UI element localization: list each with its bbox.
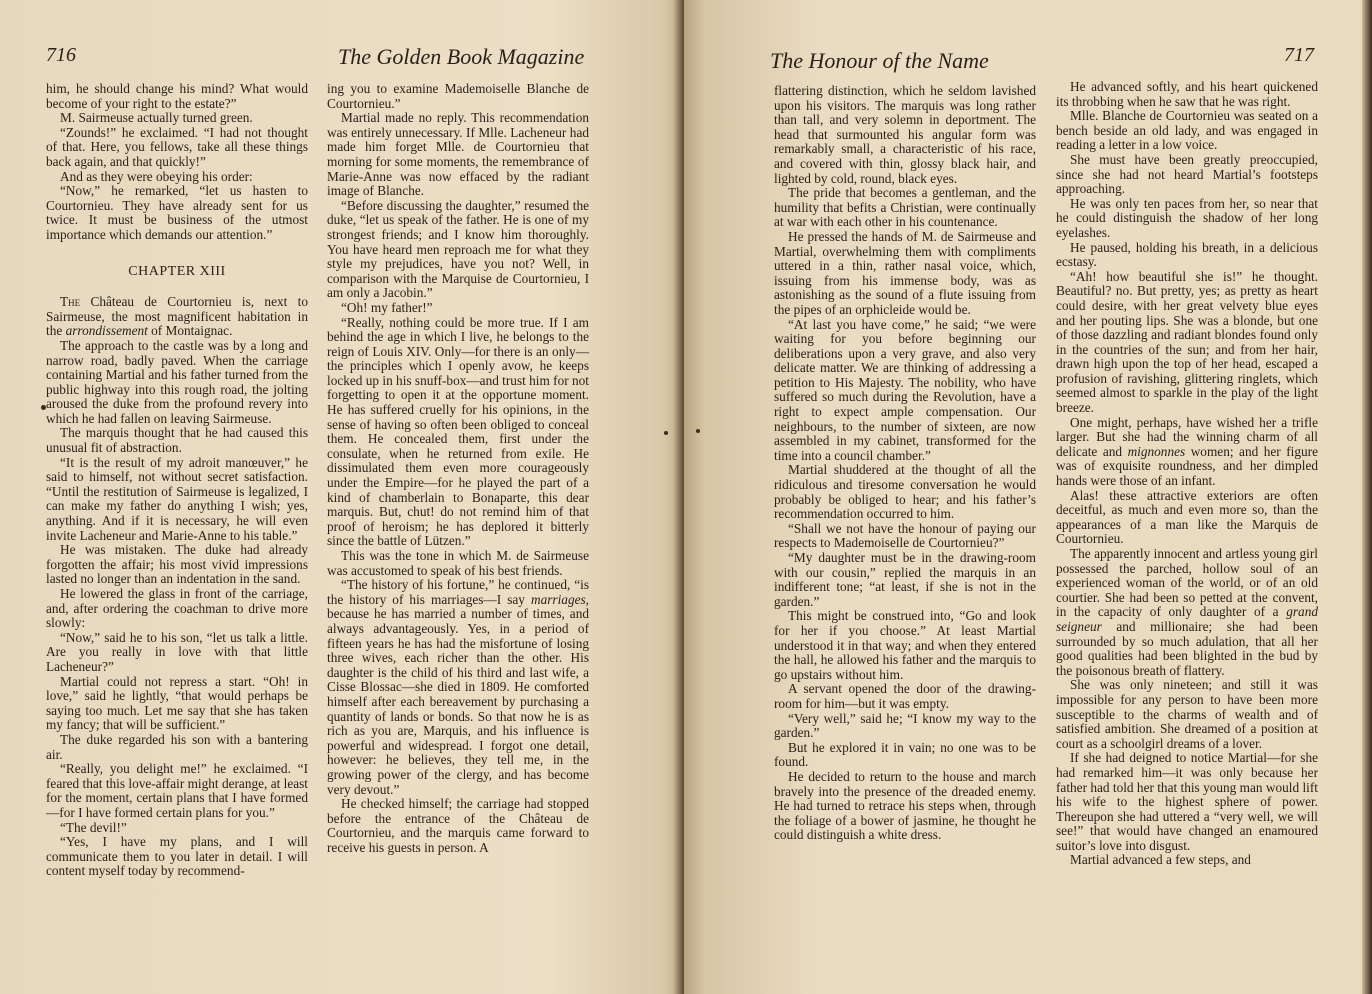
paragraph: She was only nineteen; and still it was impossible for any person to have been more susceptible to the charms of wealth and of satisfied ambition. She dreamed of a position at court as a schoolgirl dreams of a lover. (1056, 677, 1318, 751)
italic-text: mignonnes (1127, 443, 1186, 459)
right-page (684, 0, 1372, 994)
paragraph: Alas! these attractive exteriors are often deceitful, as much and even more so, than the appearances of a man like the Marquis de Courtornieu. (1056, 487, 1318, 547)
text-run: women; and her figure was of exquisite roundness, and her dimpled hands were those of an infant. (1056, 443, 1318, 489)
paragraph: Mlle. Blanche de Courtornieu was seated on a bench beside an old lady, and was engaged in reading a letter in a low voice. (1056, 108, 1318, 153)
paragraph: “Zounds!” he exclaimed. “I had not thought of that. Here, you fellows, take all these things back again, and that quickly!” (46, 124, 308, 169)
paragraph: “The devil!” (60, 819, 127, 835)
italic-text: grand seigneur (1056, 604, 1318, 634)
page-number-left: 716 (46, 44, 76, 66)
paragraph: He lowered the glass in front of the carriage, and, after ordering the coachman to drive more slowly: (46, 586, 308, 631)
paragraph: “Ah! how beautiful she is!” he thought. Beautiful? no. But pretty, yes; as pretty as heart could desire, with her great velvety blue eyes and her pouting lips. She was a blonde, but one of those dazzling and radiant blondes found only in the countries of the sun; and from her hair, drawn high upon the top of her head, escaped a profusion of ravishing, glittering ringlets, which seemed almost to sparkle in the play of the light breeze. (1056, 268, 1318, 416)
paragraph: If she had deigned to notice Martial—for she had remarked him—it was only because her father had told her that this young man would lift his wife to the highest sphere of power. Thereupon she had uttered a “very well, we will see!” that would have changed an enamoured suitor’s love into disgust. (1056, 750, 1318, 853)
paragraph: He paused, holding his breath, in a delicious ecstasy. (1056, 239, 1318, 270)
left-column-2 (327, 82, 589, 855)
paragraph: Martial shuddered at the thought of all the ridiculous and tiresome conversation he would probably be obliged to hear; and his father’s recommendation occurred to him. (774, 462, 1036, 522)
text-run: One might, perhaps, have wished her a trifle larger. But she had the winning charm of all delicate and (1056, 414, 1318, 459)
paragraph: “Really, nothing could be more true. If I am behind the age in which I live, he belongs to the reign of Louis XIV. Only—for there is an only—the principles which I openly avow, he keeps locked up in his snuff-box—and trust him for not forgetting to open it at the opportune moment. He has suffered cruelly for his opinions, in the sense of having so often been obliged to conceal them. He concealed them, first under the consulate, when he returned from exile. He dissimulated them even more courageously under the Empire—for he played the part of a kind of chamberlain to Bonaparte, this dear marquis. But, chut! do not remind him of that proof of heroism; he has deplored it bitterly since the battle of Lützen.” (327, 314, 589, 549)
text-run: and millionaire; she had been surrounded by so much adulation, that all her good qualities had been blighted in the bud by the poisonous breath of flattery. (1056, 618, 1318, 678)
running-head-left: The Golden Book Magazine (338, 44, 585, 69)
paragraph: He advanced softly, and his heart quickened its throbbing when he saw that he was right. (1056, 79, 1318, 109)
page-blemish (696, 429, 700, 433)
paragraph: “Now,” said he to his son, “let us talk a little. Are you really in love with that little Lacheneur?” (46, 629, 308, 674)
paragraph: “Before discussing the daughter,” resumed the duke, “let us speak of the father. He is one of my strongest friends; and I know him thoroughly. You have heard men reproach me for what they style my prejudices, have you not? Well, in comparison with the Marquise de Courtornieu, I am only a Jacobin.” (327, 197, 589, 301)
paragraph: He was only ten paces from her, so near that he could distinguish the shadow of her long eyelashes. (1056, 195, 1318, 240)
paragraph: This was the tone in which M. de Sairmeuse was accustomed to speak of his best friends. (327, 548, 589, 578)
paragraph (1056, 416, 1318, 489)
paragraph: And as they were obeying his order: (60, 168, 253, 184)
page-number-right: 717 (1284, 44, 1314, 66)
right-column-1 (774, 84, 1036, 843)
paragraph: The approach to the castle was by a long and narrow road, badly paved. When the carriage containing Martial and his father turned from the public highway into this rough road, the jolting aroused the duke from the profound revery into which he had fallen on leaving Sairmeuse. (46, 337, 308, 426)
paragraph: “Oh! my father!” (341, 299, 433, 315)
paragraph: He was mistaken. The duke had already forgotten the affair; his most vivid impressions lasted no longer than an indentation in the sand. (46, 542, 308, 587)
paragraph: ing you to examine Mademoiselle Blanche de Courtornieu.” (327, 81, 589, 111)
paragraph: Martial could not repress a start. “Oh! in love,” said he lightly, “that would perhaps be saying too much. Let me say that she has taken my fancy; that will be sufficient.” (46, 673, 308, 733)
italic-text: marriages (531, 591, 586, 607)
paragraph: flattering distinction, which he seldom lavished upon his visitors. The marquis was long rather than tall, and very solemn in deportment. The head that surmounted his angular form was remarkably small, a characteristic of his race, and covered with thin, glossy black hair, and lighted by cold, round, black eyes. (774, 83, 1036, 186)
left-column-1 (46, 82, 308, 879)
paragraph: “Very well,” said he; “I know my way to the garden.” (774, 710, 1036, 741)
paragraph (1056, 547, 1318, 678)
text-run: “The history of his fortune,” he continued, “is the history of his marriages—I say (327, 577, 589, 607)
page-blemish (664, 431, 668, 435)
paragraph: “Really, you delight me!” he exclaimed. “I feared that this love-affair might derange, at least for the moment, certain plans that I have formed—for I have formed certain plans for you.” (46, 761, 308, 820)
paragraph: But he explored it in vain; no one was to be found. (774, 739, 1036, 770)
text-run: of Montaignac. (147, 323, 233, 339)
paragraph: He decided to return to the house and march bravely into the presence of the dreaded enemy. He had turned to retrace his steps when, through the foliage of a bower of jasmine, he thought he could distinguish a white dress. (774, 768, 1036, 843)
paragraph: The marquis thought that he had caused this unusual fit of abstraction. (46, 425, 308, 456)
paragraph: A servant opened the door of the drawing-room for him—but it was empty. (774, 681, 1036, 711)
paragraph: “Yes, I have my plans, and I will communicate them to you later in detail. I will content myself today by recommend- (46, 834, 308, 879)
running-head-right: The Honour of the Name (770, 48, 989, 73)
paragraph: He pressed the hands of M. de Sairmeuse and Martial, overwhelming them with compliments uttered in a thin, rather nasal voice, which, issuing from his immense body, was as astonishing as the sound of a flute issuing from the pipes of an orphicleide would be. (774, 228, 1036, 317)
drop-lead: The (60, 294, 81, 310)
paragraph: “My daughter must be in the drawing-room with our cousin,” replied the marquis in an indifferent tone; “at least, if she is not in the garden.” (774, 550, 1036, 609)
paragraph: The duke regarded his son with a bantering air. (46, 731, 308, 762)
page-blemish (41, 405, 46, 410)
right-column-2 (1056, 80, 1318, 868)
paragraph: “Shall we not have the honour of paying our respects to Mademoiselle de Courtornieu?” (774, 520, 1036, 551)
page-gutter (674, 0, 684, 994)
paragraph: “It is the result of my adroit manœuver,” he said to himself, not without secret satisfaction. “Until the restitution of Sairmeuse is legalized, I can make my father do anything I wish; yes, anything. And if it is necessary, he will even invite Lacheneur and Marie-Anne to his table.” (46, 454, 308, 543)
paragraph: The pride that becomes a gentleman, and the humility that befits a Christian, were continually at war with each other in his countenance. (774, 185, 1036, 230)
paragraph: “At last you have come,” he said; “we were waiting for you before beginning our deliberations upon a very grave, and also very delicate matter. We are thinking of addressing a petition to His Majesty. The nobility, who have suffered so much during the Revolution, have a right to expect ample compensation. Our neighbours, to the number of sixteen, are now assembled in my cabinet, transformed for the time into a council chamber.” (774, 316, 1036, 463)
text-run: Château de Courtornieu is, next to Sairmeuse, the most magnificent habitation in the (46, 294, 308, 339)
paragraph: M. Sairmeuse actually turned green. (60, 110, 253, 126)
italic-text: arrondissement (65, 323, 148, 339)
paragraph: He checked himself; the carriage had stopped before the entrance of the Château de Courtornieu, and the marquis came forward to receive his guests in person. A (327, 796, 589, 855)
paragraph: him, he should change his mind? What would become of your right to the estate?” (46, 81, 308, 111)
page-edge (1362, 0, 1372, 994)
text-run: , because he has married a number of times, and always advantageously. Yes, in a period of fifteen years he has had the misfortune of losing three wives, each richer than the other. His daughter is the child of his third and last wife, a Cisse Blossac—she died in 1809. He comforted himself after each bereavement by purchasing a quantity of lands or bonds. So that now he is as rich as you are, Marquis, and his influence is powerful and widespread. I forgot one detail, however: he believes, they tell me, in the growing power of the clergy, and has become very devout.” (327, 591, 589, 797)
text-run: The apparently innocent and artless young girl possessed the parched, hollow soul of an experienced woman of the world, or of an old courtier. She had been so petted at the convent, in the capacity of only daughter of a (1056, 546, 1318, 620)
paragraph (327, 578, 589, 797)
paragraph: This might be construed into, “Go and look for her if you choose.” At least Martial understood it in that way; and when they entered the hall, he allowed his father and the marquis to go upstairs without him. (774, 608, 1036, 682)
paragraph: Martial made no reply. This recommendation was entirely unnecessary. If Mlle. Lacheneur had made him forget Mlle. de Courtornieu that morning for some moments, the remembrance of Marie-Anne was now effaced by the radiant image of Blanche. (327, 110, 589, 199)
paragraph: “Now,” he remarked, “let us hasten to Courtornieu. They have already sent for us twice. It must be business of the utmost importance which demands our attention.” (46, 183, 308, 242)
chapter-heading: CHAPTER XIII (128, 263, 226, 279)
left-page (0, 0, 684, 994)
paragraph (46, 295, 308, 339)
paragraph: She must have been greatly preoccupied, since she had not heard Martial’s footsteps approaching. (1056, 151, 1318, 197)
paragraph: Martial advanced a few steps, and (1070, 852, 1251, 868)
